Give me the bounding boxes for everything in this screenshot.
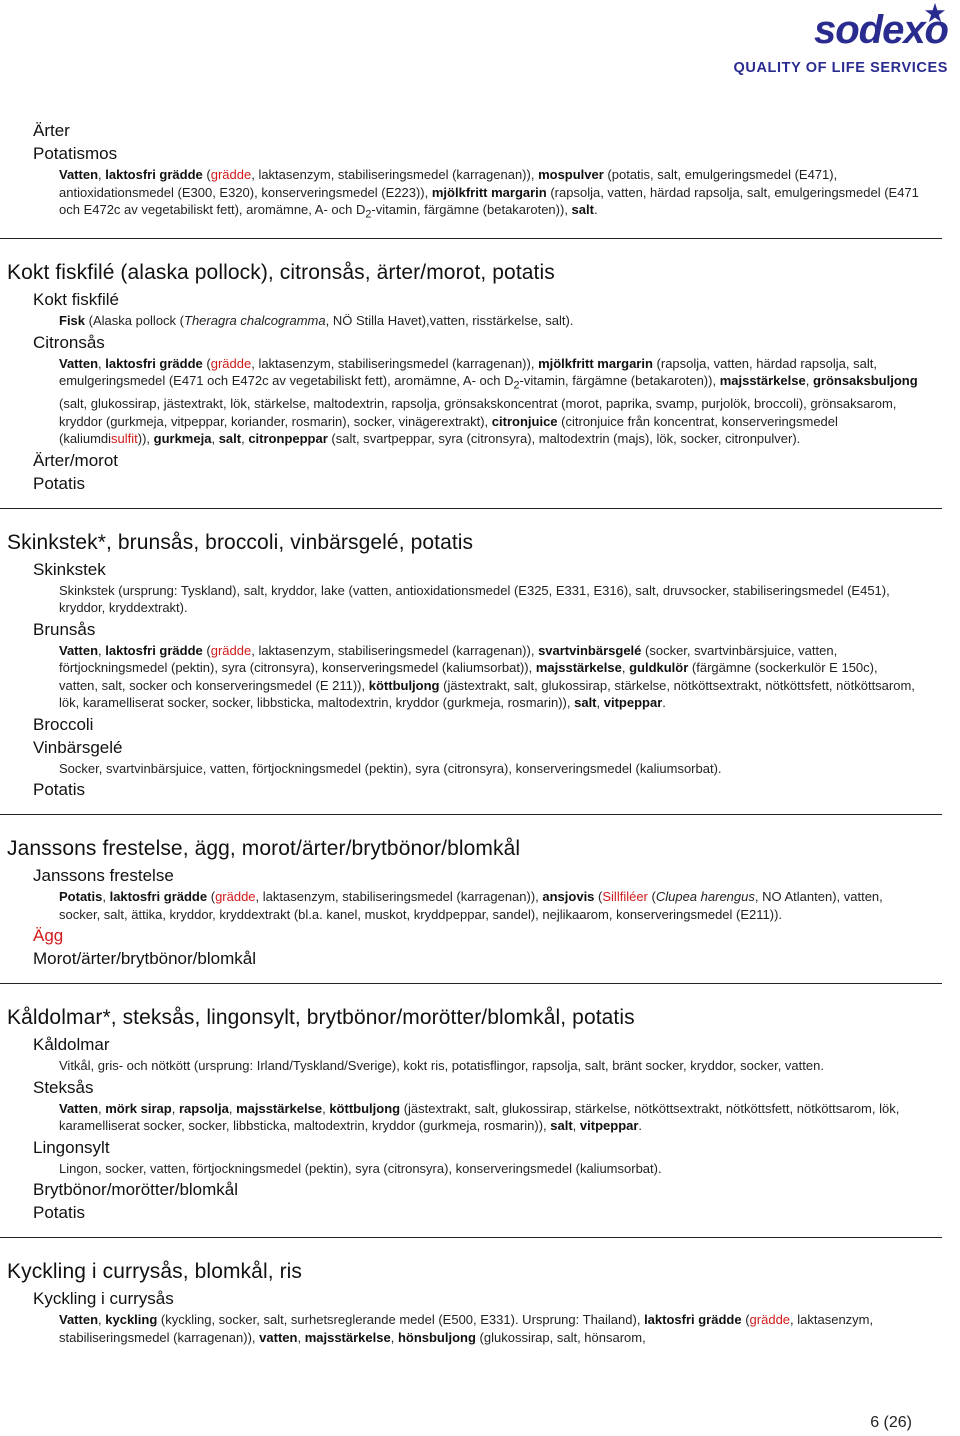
component-name: Brytbönor/morötter/blomkål [33,1180,239,1200]
brand-tagline: QUALITY OF LIFE SERVICES [733,60,948,76]
component-name: Ärter/morot [33,450,119,470]
dish-title: Kokt fiskfilé (alaska pollock), citronsås, ärter/morot, potatis [7,261,555,285]
ingredient-list: Lingon, socker, vatten, förtjockningsmedel (pektin), syra (citronsyra), konserveringsmedel (kaliumsorbat). [59,1160,662,1176]
ingredient-list: Vatten, mörk sirap, rapsolja, majsstärkelse, köttbuljong (jästextrakt, salt, glukossirap, stärkelse, nötköttsextrakt, nötköttsfett, nötköttsarom, lök, karamelliserat socker, socker, libbsticka, maltodextrin, kryddor (gurkmeja, rosmarin)), salt, vitpeppar. [59,1100,900,1134]
component-name: Lingonsylt [33,1137,110,1157]
ingredient-list: Socker, svartvinbärsjuice, vatten, förtjockningsmedel (pektin), syra (citronsyra), konserveringsmedel (kaliumsorbat). [59,760,722,776]
dish-section [0,261,960,494]
dish-title: Skinkstek*, brunsås, broccoli, vinbärsgelé, potatis [7,530,474,554]
component-name: Broccoli [33,714,94,734]
component-name: Kokt fiskfilé [33,290,119,310]
component-name: Steksås [33,1077,94,1097]
component-name: Janssons frestelse [33,866,174,886]
menu-content [0,120,960,1348]
component-name: Ärter [33,121,70,140]
dish-section [0,837,960,969]
ingredient-list: Fisk (Alaska pollock (Theragra chalcogramma, NÖ Stilla Havet),vatten, risstärkelse, salt). [59,313,574,329]
component-name: Vinbärsgelé [33,737,123,757]
section-divider [0,983,942,984]
ingredient-list: Vatten, kyckling (kyckling, socker, salt, surhetsreglerande medel (E500, E331). Ursprung: Thailand), laktosfri grädde (grädde, laktasenzym, stabiliseringsmedel (karragenan)), vatten, majsstärkelse, hönsbuljong (glukossirap, salt, hönsarom, [59,1312,874,1345]
page-number: 6 (26) [870,1414,912,1431]
ingredient-list: Vitkål, gris- och nötkött (ursprung: Irland/Tyskland/Sverige), kokt ris, potatisflingor, rapsolja, salt, bränt socker, kryddor, socker, vatten. [59,1058,824,1074]
ingredient-list: Vatten, laktosfri grädde (grädde, laktasenzym, stabiliseringsmedel (karragenan)), mospulver (potatis, salt, emulgeringsmedel (E471), antioxidationsmedel (E300, E320), konserveringsmedel (E223)), mjölkfritt margarin (rapsolja, vatten, härdad rapsolja, salt, emulgeringsmedel (E471 och E472c av vegetabiliskt fett), aromämne, A- och $D_2$-vitamin, färgämne (betakaroten)), salt. [59,167,919,221]
ingredient-list: Vatten, laktosfri grädde (grädde, laktasenzym, stabiliseringsmedel (karragenan)), svartvinbärsgelé (socker, svartvinbärsjuice, vatten, förtjockningsmedel (pektin), syra (citronsyra), konserveringsmedel (kaliumsorbat)), majsstärkelse, guldkulör (färgämne (sockerkulör E 150c), vatten, salt, socker och konserveringsmedel (E 211)), köttbuljong (jästextrakt, salt, glukossirap, stärkelse, nötköttsextrakt, nötköttsfett, nötköttsarom, lök, karamelliserat socker, socker, libbsticka, maltodextrin, kryddor (gurkmeja, rosmarin)), salt, vitpeppar. [59,642,915,711]
ingredient-list: Vatten, laktosfri grädde (grädde, laktasenzym, stabiliseringsmedel (karragenan)), mjölkfritt margarin (rapsolja, vatten, härdad rapsolja, salt, emulgeringsmedel (E471 och E472c av vegetabiliskt fett), aromämne, A- och $D_2$-vitamin, färgämne (betakaroten)), majsstärkelse, grönsaksbuljong (salt, glukossirap, jästextrakt, lök, stärkelse, maltodextrin, rapsolja, grönsakskoncentrat (morot, paprika, svamp, purjolök, broccoli), grönsaksarom, kryddor (gurkmeja, vitpeppar, koriander, rosmarin), socker, vinägerextrakt), citronjuice (citronjuice från koncentrat, konserveringsmedel (kaliumdisulfit)), gurkmeja, salt, citronpeppar (salt, svartpeppar, syra (citronsyra), maltodextrin (majs), lök, socker, citronpulver). [59,355,918,447]
section-divider [0,508,942,509]
component-name: Skinkstek [33,559,106,579]
component-name: Potatis [33,1203,85,1223]
component-name: Potatis [33,780,85,800]
component-name: Brunsås [33,619,96,639]
dish-title: Kyckling i currysås, blomkål, ris [7,1260,303,1284]
component-name: Morot/ärter/brytbönor/blomkål [33,949,256,969]
section-divider [0,1237,942,1238]
component-name: Potatis [33,473,85,493]
section-divider [0,238,942,239]
section-divider [0,814,942,815]
component-name: Kyckling i currysås [33,1289,174,1309]
ingredient-list: Potatis, laktosfri grädde (grädde, laktasenzym, stabiliseringsmedel (karragenan)), ansjovis (Sillfiléer (Clupea harengus, NO Atlanten), vatten, socker, salt, ättika, kryddor, kryddextrakt (bl.a. kanel, muskot, kryddpeppar, sandel), nejlikaarom, konserveringsmedel (E211)). [59,889,883,922]
dish-title: Janssons frestelse, ägg, morot/ärter/brytbönor/blomkål [7,837,521,861]
ingredient-list: Skinkstek (ursprung: Tyskland), salt, kryddor, lake (vatten, antioxidationsmedel (E325, E331, E316), salt, druvsocker, stabiliseringsmedel (E451), kryddor, kryddextrakt). [59,582,890,616]
brand-logo: sodexo [813,8,948,52]
component-name: Potatismos [33,144,118,163]
component-name: Ägg [33,926,64,946]
header [700,0,960,90]
dish-section [0,120,960,224]
component-name: Kåldolmar [33,1035,110,1055]
dish-title: Kåldolmar*, steksås, lingonsylt, brytbönor/morötter/blomkål, potatis [7,1006,635,1030]
component-name: Citronsås [33,332,105,352]
dish-section [0,1006,960,1223]
dish-section [0,531,960,801]
dish-section [0,1260,960,1346]
